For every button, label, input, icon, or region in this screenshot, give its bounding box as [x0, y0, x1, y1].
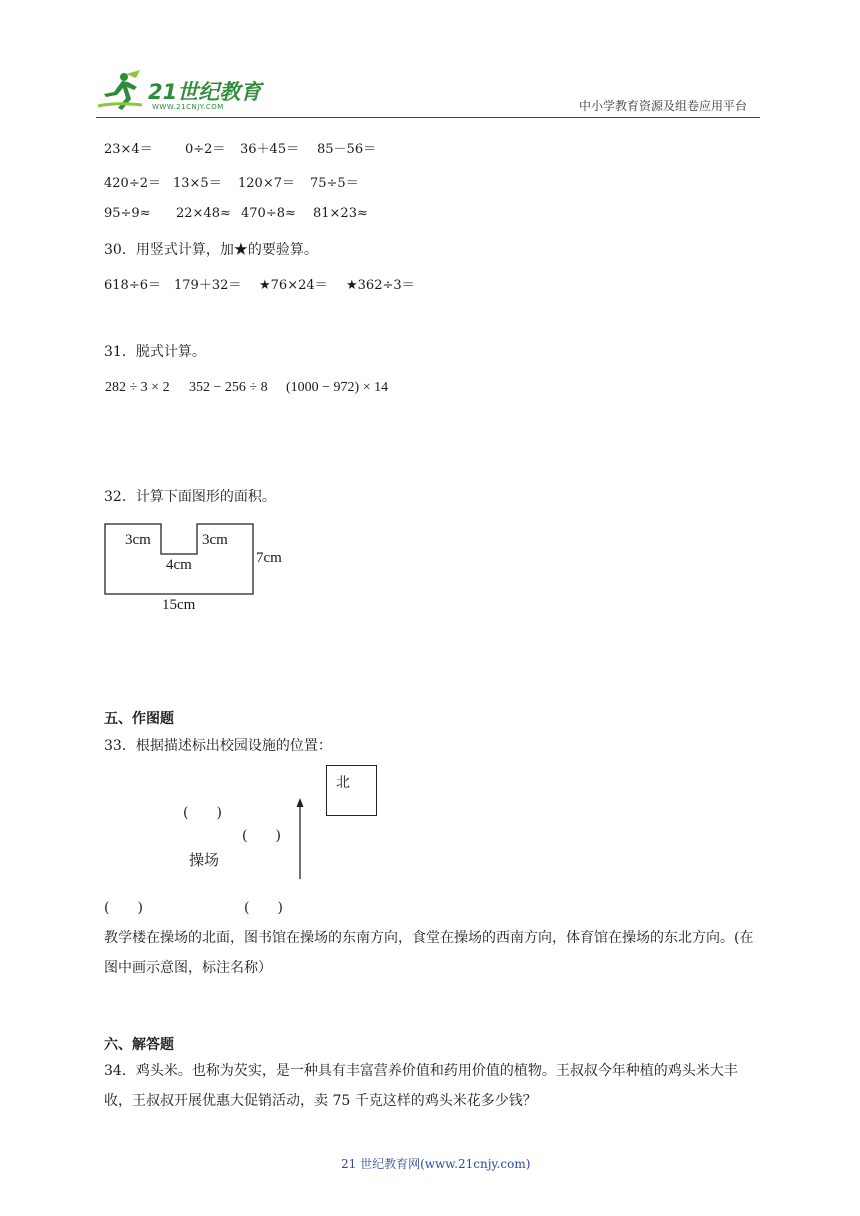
- calc-item: 85－56＝: [317, 142, 377, 157]
- section-6-heading: 六、解答题: [104, 1037, 174, 1053]
- q33-title: 33．根据描述标出校园设施的位置：: [104, 738, 332, 754]
- label-width: 15cm: [162, 597, 196, 613]
- calc-item: 95÷9≈: [104, 206, 151, 221]
- calc-item: 22×48≈: [176, 206, 231, 221]
- label-height: 7cm: [256, 550, 282, 566]
- calc-item: ★362÷3＝: [346, 278, 415, 293]
- logo-title: 21世纪教育: [148, 80, 262, 104]
- calc-item: 75÷5＝: [310, 176, 359, 191]
- area-figure: [104, 523, 304, 623]
- calc-item: ★76×24＝: [259, 278, 328, 293]
- oral-calc-row-2: [104, 172, 764, 192]
- blank-lower-left: ( ): [104, 900, 143, 916]
- calc-item: 470÷8≈: [241, 206, 296, 221]
- header-rule: [96, 117, 760, 118]
- blank-upper-right: ( ): [242, 828, 281, 844]
- calc-item: 13×5＝: [173, 176, 222, 191]
- runner-logo-icon: [96, 68, 150, 114]
- q31-items: [105, 380, 765, 402]
- header-platform: 中小学教育资源及组卷应用平台: [579, 99, 748, 113]
- calc-item: 282 ÷ 3 × 2: [105, 380, 170, 395]
- logo-subtitle: WWW.21CNJY.COM: [152, 103, 224, 111]
- q32-title: 32．计算下面图形的面积。: [104, 489, 276, 505]
- north-label: 北: [336, 775, 350, 791]
- q30-title: 30．用竖式计算，加★的要验算。: [104, 242, 318, 258]
- label-right-notch: 3cm: [202, 532, 228, 548]
- field-label: 操场: [189, 851, 220, 869]
- north-arrow-icon: [295, 798, 305, 880]
- label-notch-bottom: 4cm: [166, 557, 192, 573]
- north-box: [326, 765, 377, 816]
- q34-text: 34．鸡头米。也称为芡实，是一种具有丰富营养价值和药用价值的植物。王叔叔今年种植的鸡头米大丰收，王叔叔开展优惠大促销活动，卖 75 千克这样的鸡头米花多少钱？: [104, 1063, 738, 1109]
- oral-calc-row-3: [104, 206, 764, 226]
- header-logo: [96, 68, 266, 116]
- calc-item: 352 − 256 ÷ 8: [189, 380, 268, 395]
- calc-item: 420÷2＝: [104, 176, 161, 191]
- q30-items: [104, 274, 764, 294]
- calc-item: (1000 − 972) × 14: [286, 380, 389, 395]
- calc-item: 618÷6＝: [104, 278, 161, 293]
- calc-item: 36＋45＝: [240, 142, 300, 157]
- blank-lower-right: ( ): [244, 900, 283, 916]
- calc-item: 179＋32＝: [174, 278, 242, 293]
- calc-item: 0÷2＝: [185, 142, 226, 157]
- calc-item: 81×23≈: [313, 206, 368, 221]
- footer-link[interactable]: 21 世纪教育网(www.21cnjy.com): [341, 1157, 531, 1171]
- calc-item: 23×4＝: [104, 142, 153, 157]
- q31-title: 31．脱式计算。: [104, 344, 206, 360]
- calc-item: 120×7＝: [238, 176, 295, 191]
- q33-description: 教学楼在操场的北面，图书馆在操场的东南方向，食堂在操场的西南方向，体育馆在操场的东北方向。(在图中画示意图，标注名称）: [104, 930, 754, 976]
- blank-upper-left: ( ): [183, 805, 222, 821]
- oral-calc-row-1: [104, 138, 764, 158]
- section-5-heading: 五、作图题: [104, 711, 174, 727]
- label-left-notch: 3cm: [125, 532, 151, 548]
